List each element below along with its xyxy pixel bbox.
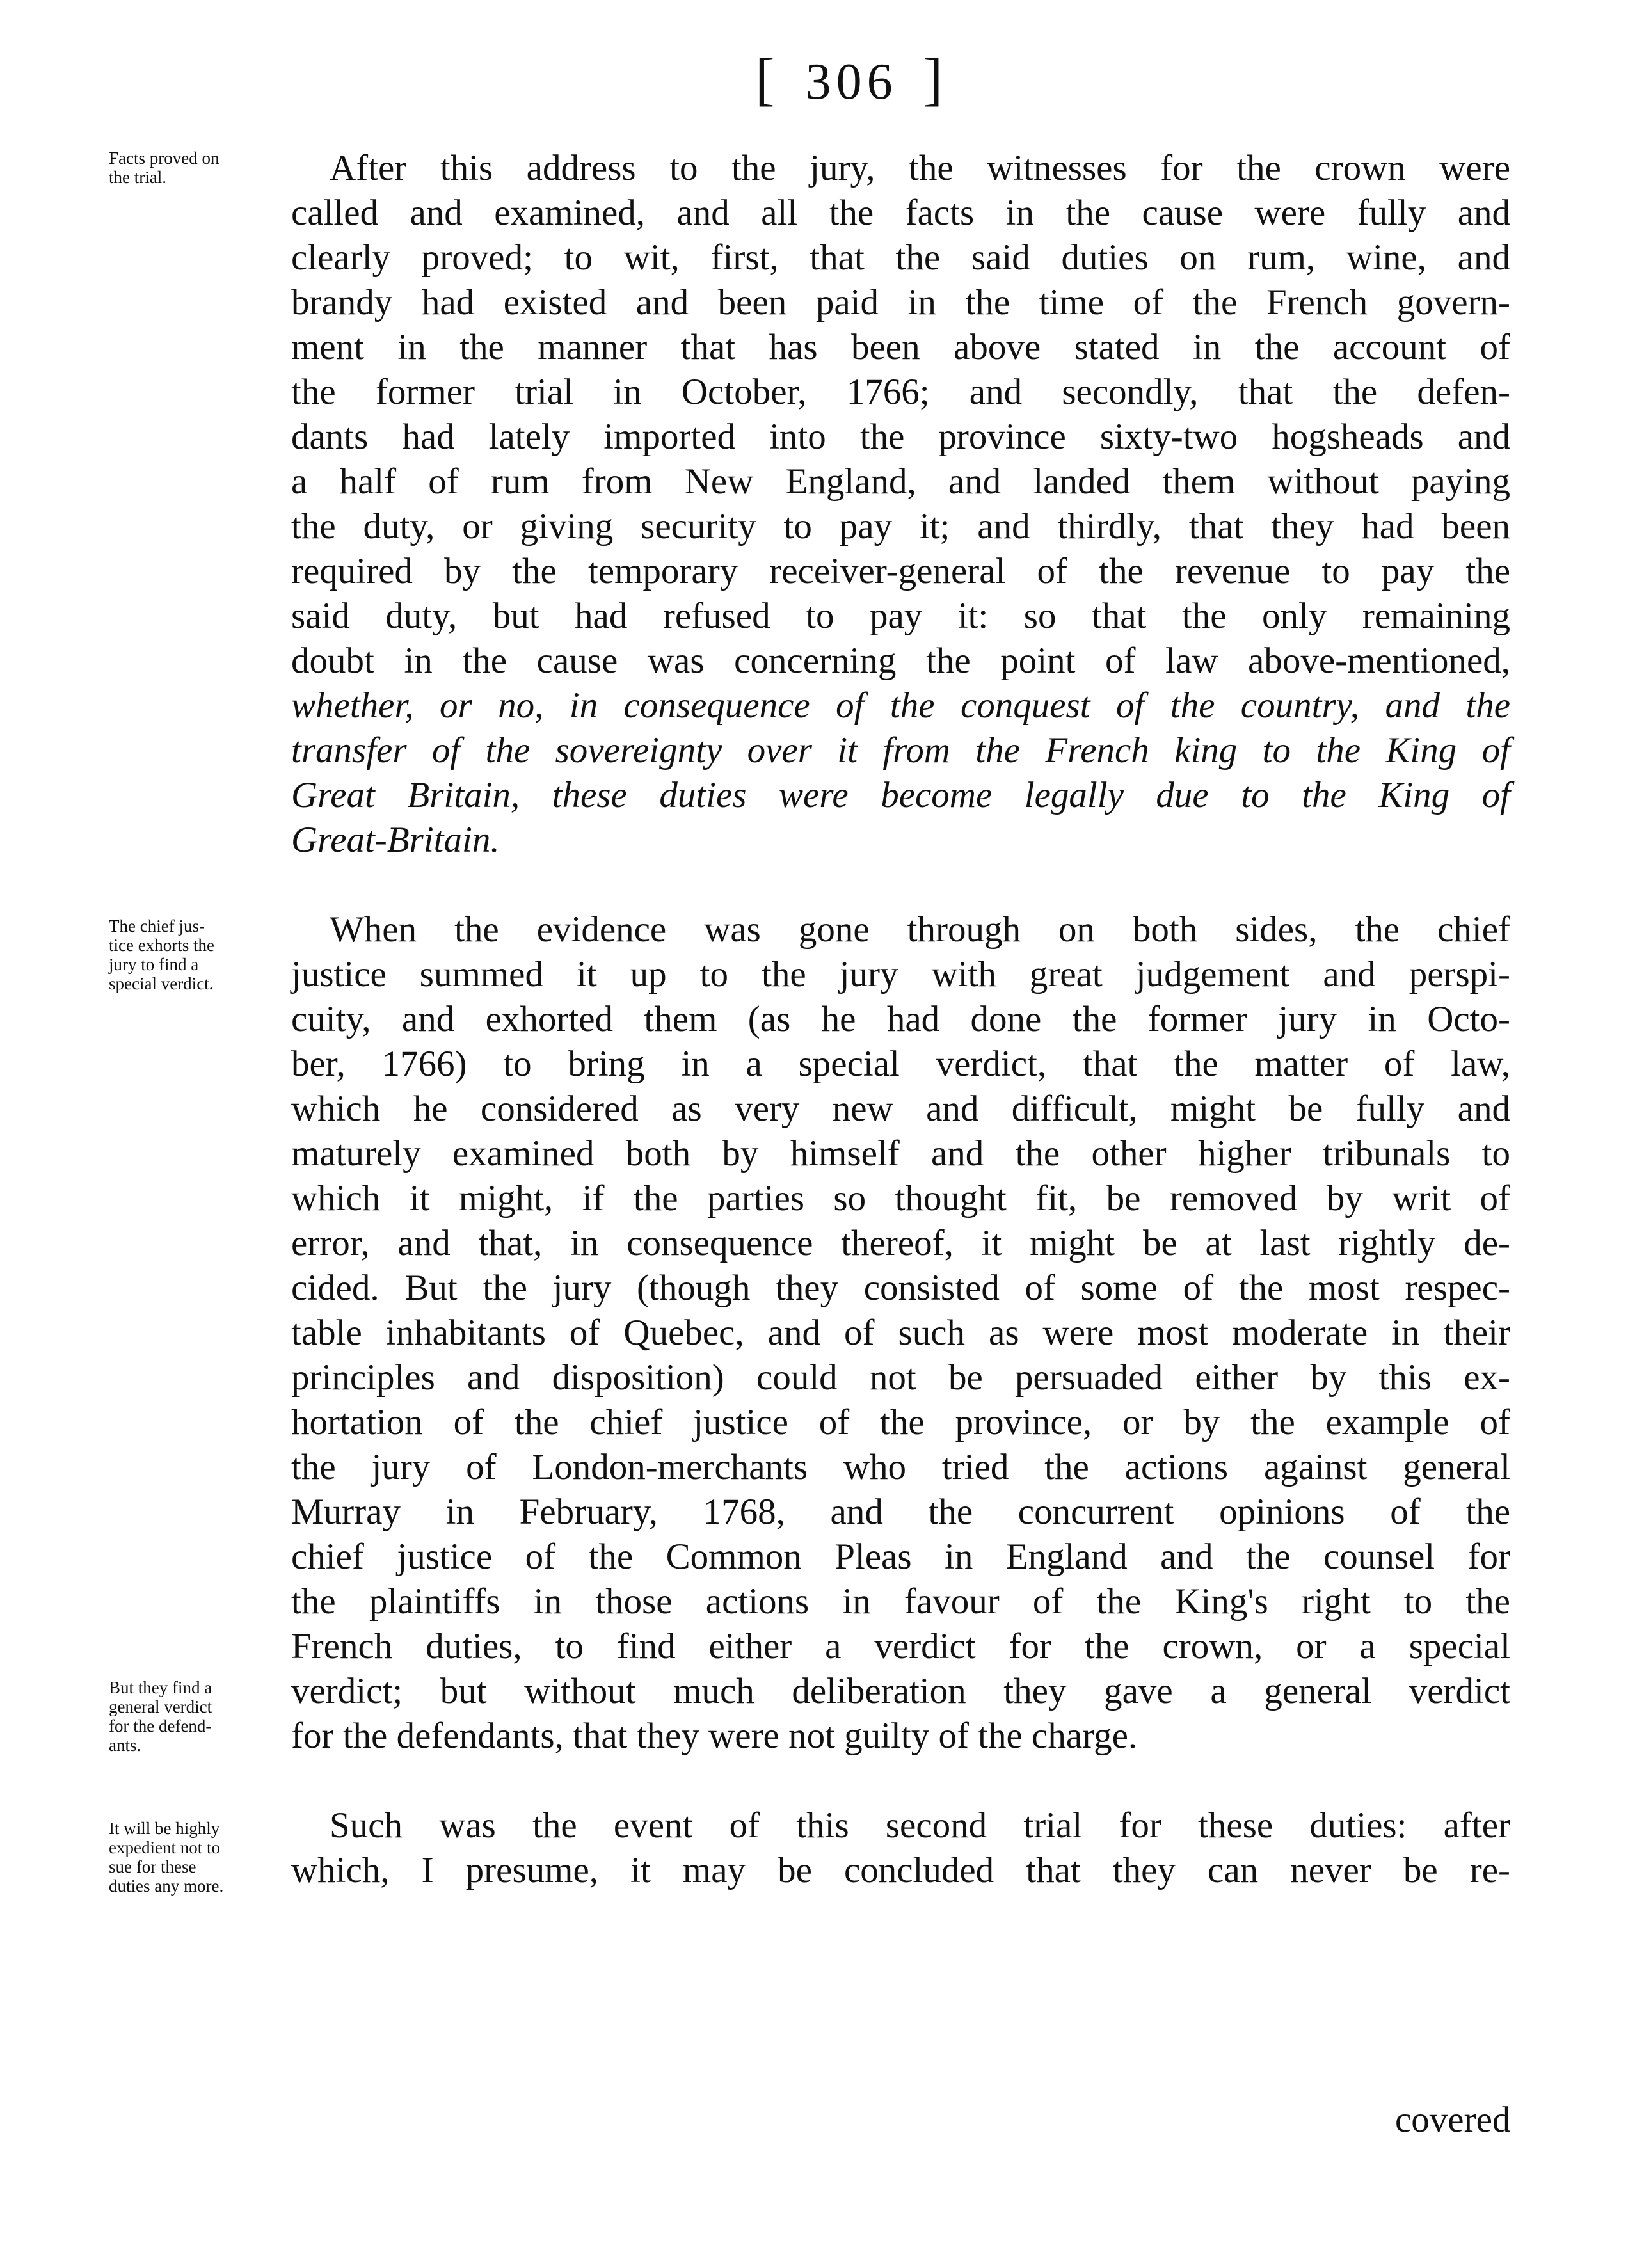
- text-line: chief justice of the Common Pleas in England and the counsel for: [291, 1537, 1510, 1577]
- margin-note-line: for the defend-: [109, 1716, 212, 1736]
- page-header: [755, 45, 948, 113]
- italic-text-line: whether, or no, in consequence of the conquest of the country, and the: [291, 685, 1510, 726]
- margin-note-facts-proved: [109, 148, 288, 187]
- text-line: cided. But the jury (though they consisted of some of the most respec-: [291, 1268, 1510, 1308]
- text-line: error, and that, in consequence thereof, it might be at last rightly de-: [291, 1223, 1510, 1263]
- text-line: a half of rum from New England, and landed them without paying: [291, 461, 1510, 502]
- text-line: the plaintiffs in those actions in favour of the King's right to the: [291, 1581, 1510, 1622]
- text-line: hortation of the chief justice of the province, or by the example of: [291, 1402, 1510, 1442]
- margin-note-general-verdict: [109, 1678, 288, 1755]
- margin-note-line: sue for these: [109, 1857, 196, 1876]
- text-line: dants had lately imported into the province sixty-two hogsheads and: [291, 417, 1510, 457]
- text-line: justice summed it up to the jury with great judgement and perspi-: [291, 954, 1510, 994]
- margin-note-line: general verdict: [109, 1697, 212, 1716]
- bracket-open: [: [755, 46, 780, 111]
- text-line: called and examined, and all the facts in the cause were fully and: [291, 193, 1510, 233]
- margin-note-chief-justice: [109, 916, 288, 993]
- text-line: table inhabitants of Quebec, and of such as were most moderate in their: [291, 1313, 1510, 1353]
- text-line: ber, 1766) to bring in a special verdict, that the matter of law,: [291, 1044, 1510, 1084]
- text-line: the former trial in October, 1766; and secondly, that the defen-: [291, 372, 1510, 412]
- margin-note-line: Facts proved on: [109, 148, 219, 168]
- text-line: brandy had existed and been paid in the time of the French govern-: [291, 282, 1510, 323]
- text-line: for the defendants, that they were not guilty of the charge.: [291, 1716, 1138, 1756]
- paragraph-facts-proved: [291, 146, 1510, 863]
- margin-note-line: expedient not to: [109, 1838, 220, 1857]
- text-line: clearly proved; to wit, first, that the said duties on rum, wine, and: [291, 237, 1510, 278]
- text-line: said duty, but had refused to pay it: so that the only remaining: [291, 596, 1510, 636]
- italic-text-line: Great Britain, these duties were become legally due to the King of: [291, 775, 1510, 815]
- text-line: Such was the event of this second trial for these duties: after: [330, 1805, 1510, 1846]
- text-line: which it might, if the parties so thought fit, be removed by writ of: [291, 1178, 1510, 1218]
- page-number: 306: [805, 54, 898, 110]
- text-line: required by the temporary receiver-general of the revenue to pay the: [291, 551, 1510, 591]
- margin-note-line: It will be highly: [109, 1819, 220, 1838]
- text-line: Murray in February, 1768, and the concurrent opinions of the: [291, 1492, 1510, 1532]
- text-line: verdict; but without much deliberation they gave a general verdict: [291, 1671, 1510, 1711]
- bracket-close: ]: [923, 46, 948, 111]
- text-line: which he considered as very new and difficult, might be fully and: [291, 1089, 1510, 1129]
- margin-note-line: ants.: [109, 1736, 141, 1755]
- margin-note-line: tice exhorts the: [109, 936, 214, 955]
- text-line: ment in the manner that has been above stated in the account of: [291, 327, 1510, 367]
- text-line: doubt in the cause was concerning the point of law above-mentioned,: [291, 641, 1510, 681]
- italic-text-line: transfer of the sovereignty over it from the French king to the King of: [291, 730, 1510, 771]
- margin-note-line: The chief jus-: [109, 916, 205, 936]
- text-line: maturely examined both by himself and the other higher tribunals to: [291, 1133, 1510, 1174]
- text-line: French duties, to find either a verdict for the crown, or a special: [291, 1626, 1510, 1666]
- text-line: principles and disposition) could not be persuaded either by this ex-: [291, 1357, 1510, 1398]
- margin-note-line: special verdict.: [109, 974, 214, 993]
- margin-note-expedient: [109, 1819, 288, 1896]
- italic-text-line: Great-Britain.: [291, 820, 500, 860]
- margin-note-line: But they find a: [109, 1678, 212, 1697]
- margin-note-line: jury to find a: [109, 955, 199, 974]
- text-line: which, I presume, it may be concluded that they can never be re-: [291, 1850, 1510, 1890]
- margin-note-line: duties any more.: [109, 1876, 224, 1896]
- catchword: covered: [1395, 2100, 1511, 2140]
- text-line: When the evidence was gone through on both sides, the chief: [330, 909, 1510, 950]
- text-line: the jury of London-merchants who tried the actions against general: [291, 1447, 1510, 1487]
- text-line: the duty, or giving security to pay it; and thirdly, that they had been: [291, 506, 1510, 547]
- text-line: cuity, and exhorted them (as he had done the former jury in Octo-: [291, 999, 1510, 1039]
- paragraph-event-of-trial: [291, 1803, 1510, 1893]
- margin-note-line: the trial.: [109, 168, 166, 187]
- paragraph-chief-justice: [291, 907, 1510, 1759]
- text-line: After this address to the jury, the witnesses for the crown were: [330, 148, 1510, 188]
